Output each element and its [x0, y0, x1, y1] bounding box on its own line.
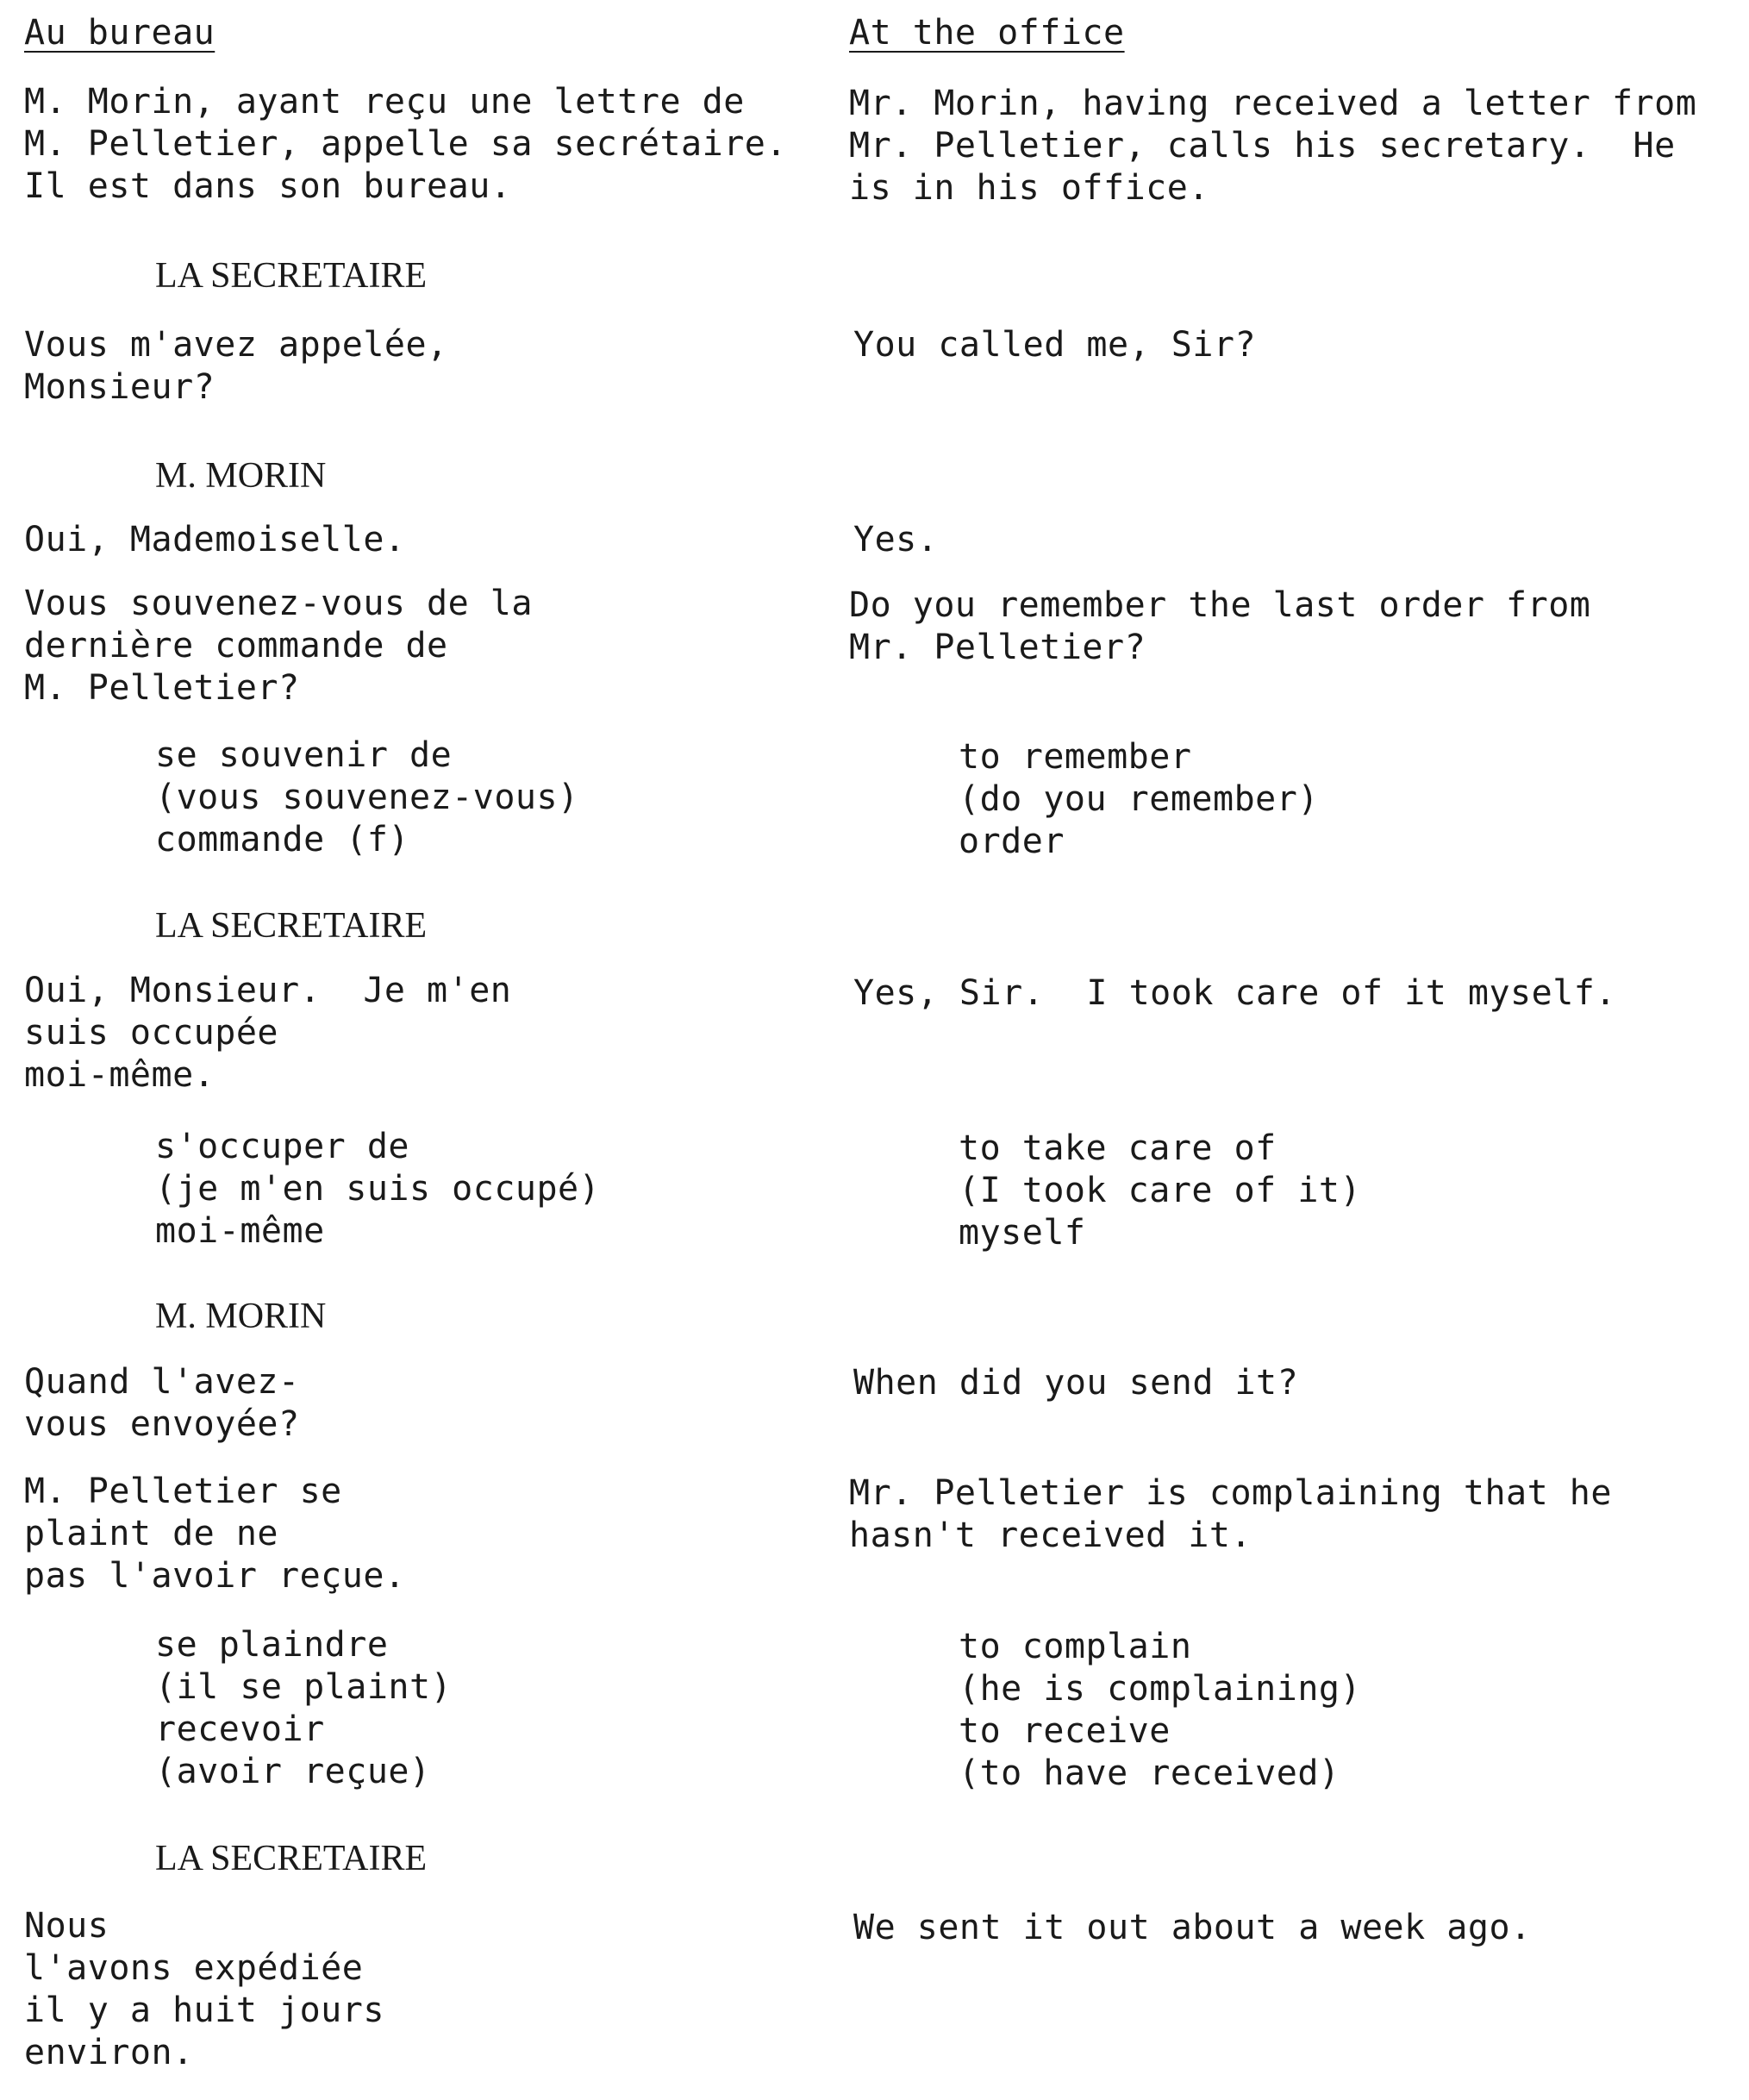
dialogue-fr-line: environ.	[24, 2033, 194, 2072]
dialogue-fr-line: Oui, Monsieur. Je m'en	[24, 971, 512, 1010]
vocab-en-line: order	[959, 822, 1065, 861]
dialogue-fr-line: l'avons expédiée	[24, 1948, 364, 1988]
vocab-fr-line: (il se plaint)	[155, 1667, 453, 1707]
dialogue-fr-line: Monsieur?	[24, 367, 216, 407]
vocab-fr-line: (avoir reçue)	[155, 1752, 431, 1791]
english-title: At the office	[849, 13, 1125, 53]
dialogue-fr-line: vous envoyée?	[24, 1404, 300, 1444]
intro-fr-line: Il est dans son bureau.	[24, 166, 512, 206]
dialogue-en-line: hasn't received it.	[849, 1516, 1252, 1555]
intro-fr-line: M. Morin, ayant reçu une lettre de	[24, 82, 745, 122]
speaker-morin: M. MORIN	[155, 456, 327, 496]
dialogue-en-line: Yes, Sir. I took care of it myself.	[853, 973, 1616, 1013]
intro-en-line: is in his office.	[849, 168, 1209, 208]
dialogue-fr-line: Oui, Mademoiselle.	[24, 520, 406, 559]
dialogue-en-line: Yes.	[853, 520, 939, 559]
vocab-en-line: (to have received)	[959, 1753, 1340, 1793]
dialogue-fr-line: Quand l'avez-	[24, 1362, 300, 1402]
vocab-en-line: to remember	[959, 737, 1192, 777]
french-title: Au bureau	[24, 13, 216, 53]
intro-fr-line: M. Pelletier, appelle sa secrétaire.	[24, 124, 787, 164]
dialogue-fr-line: moi-même.	[24, 1055, 216, 1095]
intro-en-line: Mr. Morin, having received a letter from	[849, 84, 1697, 123]
vocab-en-line: to complain	[959, 1627, 1192, 1666]
dialogue-fr-line: plaint de ne	[24, 1514, 278, 1553]
dialogue-en-line: Mr. Pelletier?	[849, 628, 1146, 667]
dialogue-fr-line: il y a huit jours	[24, 1991, 384, 2030]
speaker-secretary: LA SECRETAIRE	[155, 906, 428, 946]
vocab-fr-line: se souvenir de	[155, 735, 453, 775]
dialogue-en-line: When did you send it?	[853, 1363, 1299, 1403]
vocab-en-line: to take care of	[959, 1128, 1277, 1168]
dialogue-en-line: Do you remember the last order from	[849, 585, 1591, 625]
dialogue-fr-line: dernière commande de	[24, 626, 448, 666]
dialogue-en-line: We sent it out about a week ago.	[853, 1908, 1532, 1947]
dialogue-fr-line: M. Pelletier?	[24, 668, 300, 708]
dialogue-fr-line: M. Pelletier se	[24, 1472, 342, 1511]
vocab-fr-line: commande (f)	[155, 820, 409, 859]
dialogue-fr-line: Vous souvenez-vous de la	[24, 584, 533, 623]
vocab-en-line: (do you remember)	[959, 779, 1319, 819]
vocab-en-line: myself	[959, 1213, 1086, 1253]
vocab-fr-line: recevoir	[155, 1709, 325, 1749]
vocab-fr-line: s'occuper de	[155, 1127, 409, 1166]
vocab-en-line: (I took care of it)	[959, 1171, 1362, 1210]
dialogue-fr-line: pas l'avoir reçue.	[24, 1556, 406, 1596]
dialogue-en-line: You called me, Sir?	[853, 325, 1257, 365]
speaker-secretary: LA SECRETAIRE	[155, 1839, 428, 1878]
vocab-en-line: to receive	[959, 1711, 1171, 1751]
dialogue-fr-line: suis occupée	[24, 1013, 278, 1053]
dialogue-fr-line: Nous	[24, 1906, 109, 1946]
dialogue-fr-line: Vous m'avez appelée,	[24, 325, 448, 365]
dialogue-en-line: Mr. Pelletier is complaining that he	[849, 1473, 1612, 1513]
vocab-fr-line: (je m'en suis occupé)	[155, 1169, 601, 1209]
vocab-fr-line: moi-même	[155, 1211, 325, 1251]
speaker-morin: M. MORIN	[155, 1297, 327, 1336]
speaker-secretary: LA SECRETAIRE	[155, 256, 428, 296]
vocab-fr-line: se plaindre	[155, 1625, 389, 1665]
intro-en-line: Mr. Pelletier, calls his secretary. He	[849, 126, 1676, 166]
vocab-fr-line: (vous souvenez-vous)	[155, 778, 579, 817]
vocab-en-line: (he is complaining)	[959, 1669, 1362, 1709]
